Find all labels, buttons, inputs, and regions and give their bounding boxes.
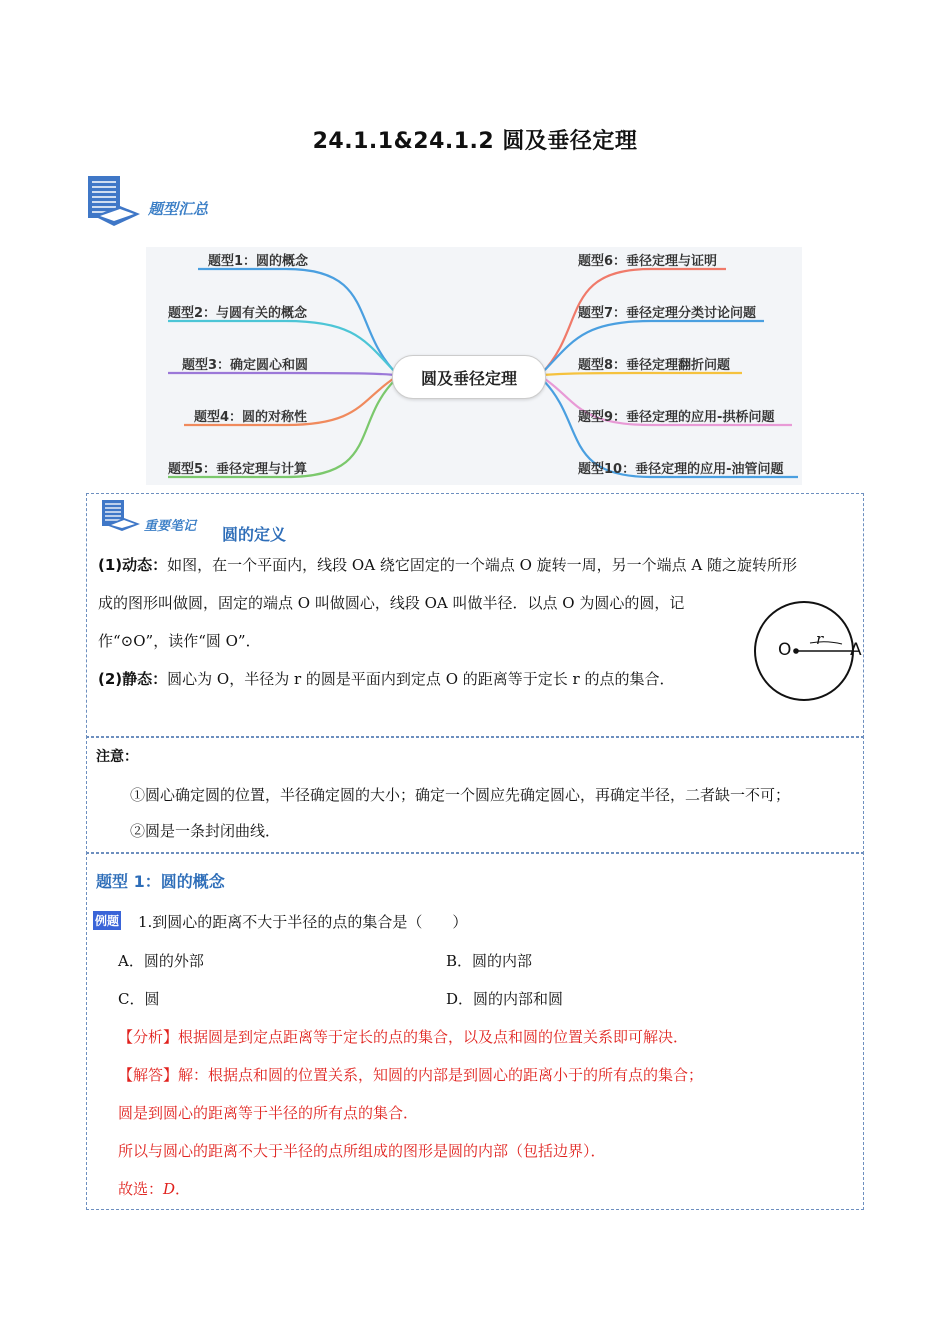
mindmap-center: 圆及垂径定理	[392, 355, 546, 399]
branch-line-3	[168, 373, 396, 375]
mindmap-right-item-3: 题型8：垂径定理翻折问题	[578, 358, 731, 373]
p1-label: (1)动态：	[98, 556, 168, 574]
circle-figure	[746, 600, 862, 706]
option-c: C．圆	[118, 990, 160, 1008]
option-d: D．圆的内部和圆	[446, 990, 564, 1008]
conclusion-suffix: ．	[175, 1180, 191, 1198]
figure-label-o: O	[778, 640, 792, 660]
answer-tag: 【解答】	[118, 1066, 179, 1084]
mindmap-left-item-1: 题型1：圆的概念	[208, 254, 309, 269]
attention-item-2: ②圆是一条封闭曲线．	[130, 822, 281, 840]
answer-line2: 圆是到圆心的距离等于半径的所有点的集合．	[118, 1104, 419, 1122]
conclusion	[118, 1172, 190, 1206]
attention-label: 注意：	[96, 749, 138, 765]
mindmap	[146, 247, 802, 485]
mindmap-right-item-5: 题型10：垂径定理的应用-油管问题	[578, 462, 784, 477]
mindmap-left-item-4: 题型4：圆的对称性	[194, 410, 308, 425]
conclusion-prefix: 故选：	[118, 1180, 164, 1198]
analysis-text: 根据圆是到定点距离等于定长的点的集合，以及点和圆的位置关系即可解决．	[178, 1028, 689, 1046]
mindmap-left-item-3: 题型3：确定圆心和圆	[182, 358, 309, 373]
answer-line1	[118, 1058, 703, 1092]
notes-p2	[98, 662, 674, 696]
notes-p1-line1	[98, 548, 797, 582]
mindmap-left-item-2: 题型2：与圆有关的概念	[168, 306, 308, 321]
answer-line1-text: 解：根据点和圆的位置关系，知圆的内部是到圆心的距离小于的所有点的集合；	[178, 1066, 704, 1084]
p2-text: 圆心为 O，半径为 r 的圆是平面内到定点 O 的距离等于定长 r 的点的集合．	[167, 670, 675, 688]
mindmap-right-item-4: 题型9：垂径定理的应用-拱桥问题	[578, 410, 775, 425]
mindmap-left-item-5: 题型5：垂径定理与计算	[168, 462, 308, 477]
mindmap-right-item-1: 题型6：垂径定理与证明	[578, 254, 718, 269]
notes-badge: 重要笔记	[144, 519, 197, 534]
example-badge: 例题	[93, 911, 121, 930]
option-a: A．圆的外部	[118, 952, 204, 970]
question-text: 1.到圆心的距离不大于半径的点的集合是（ ）	[138, 913, 468, 931]
center-point-o	[793, 648, 799, 654]
mindmap-right-item-2: 题型7：垂径定理分类讨论问题	[578, 306, 757, 321]
branch-line-8	[542, 373, 742, 375]
analysis-tag: 【分析】	[118, 1028, 179, 1046]
notes-book-icon	[102, 500, 142, 532]
book-stack-icon	[86, 176, 144, 228]
conclusion-answer: D	[163, 1180, 176, 1198]
page-title: 24.1.1&24.1.2 圆及垂径定理	[312, 129, 638, 154]
answer-line3: 所以与圆心的距离不大于半径的点所组成的图形是圆的内部（包括边界）．	[118, 1142, 606, 1160]
p2-label: (2)静态：	[98, 670, 168, 688]
analysis	[118, 1020, 688, 1054]
attention-item-1: ①圆心确定圆的位置，半径确定圆的大小；确定一个圆应先确定圆心，再确定半径，二者缺一不可；	[130, 786, 791, 804]
notes-heading: 圆的定义	[222, 525, 287, 544]
notes-p1-line2: 成的图形叫做圆，固定的端点 O 叫做圆心，线段 OA 叫做半径．以点 O 为圆心的圆，记	[98, 594, 685, 612]
type1-heading: 题型 1：圆的概念	[96, 872, 225, 891]
p1-line1-text: 如图，在一个平面内，线段 OA 绕它固定的一个端点 O 旋转一周，另一个端点 A 随之旋转所形	[167, 556, 798, 574]
notes-p1-line3: 作“⊙O”，读作“圆 O”．	[98, 632, 261, 650]
figure-label-a: A	[850, 640, 862, 660]
figure-label-r: r	[816, 630, 824, 648]
summary-section-label: 题型汇总	[148, 200, 209, 218]
option-b: B．圆的内部	[446, 952, 533, 970]
